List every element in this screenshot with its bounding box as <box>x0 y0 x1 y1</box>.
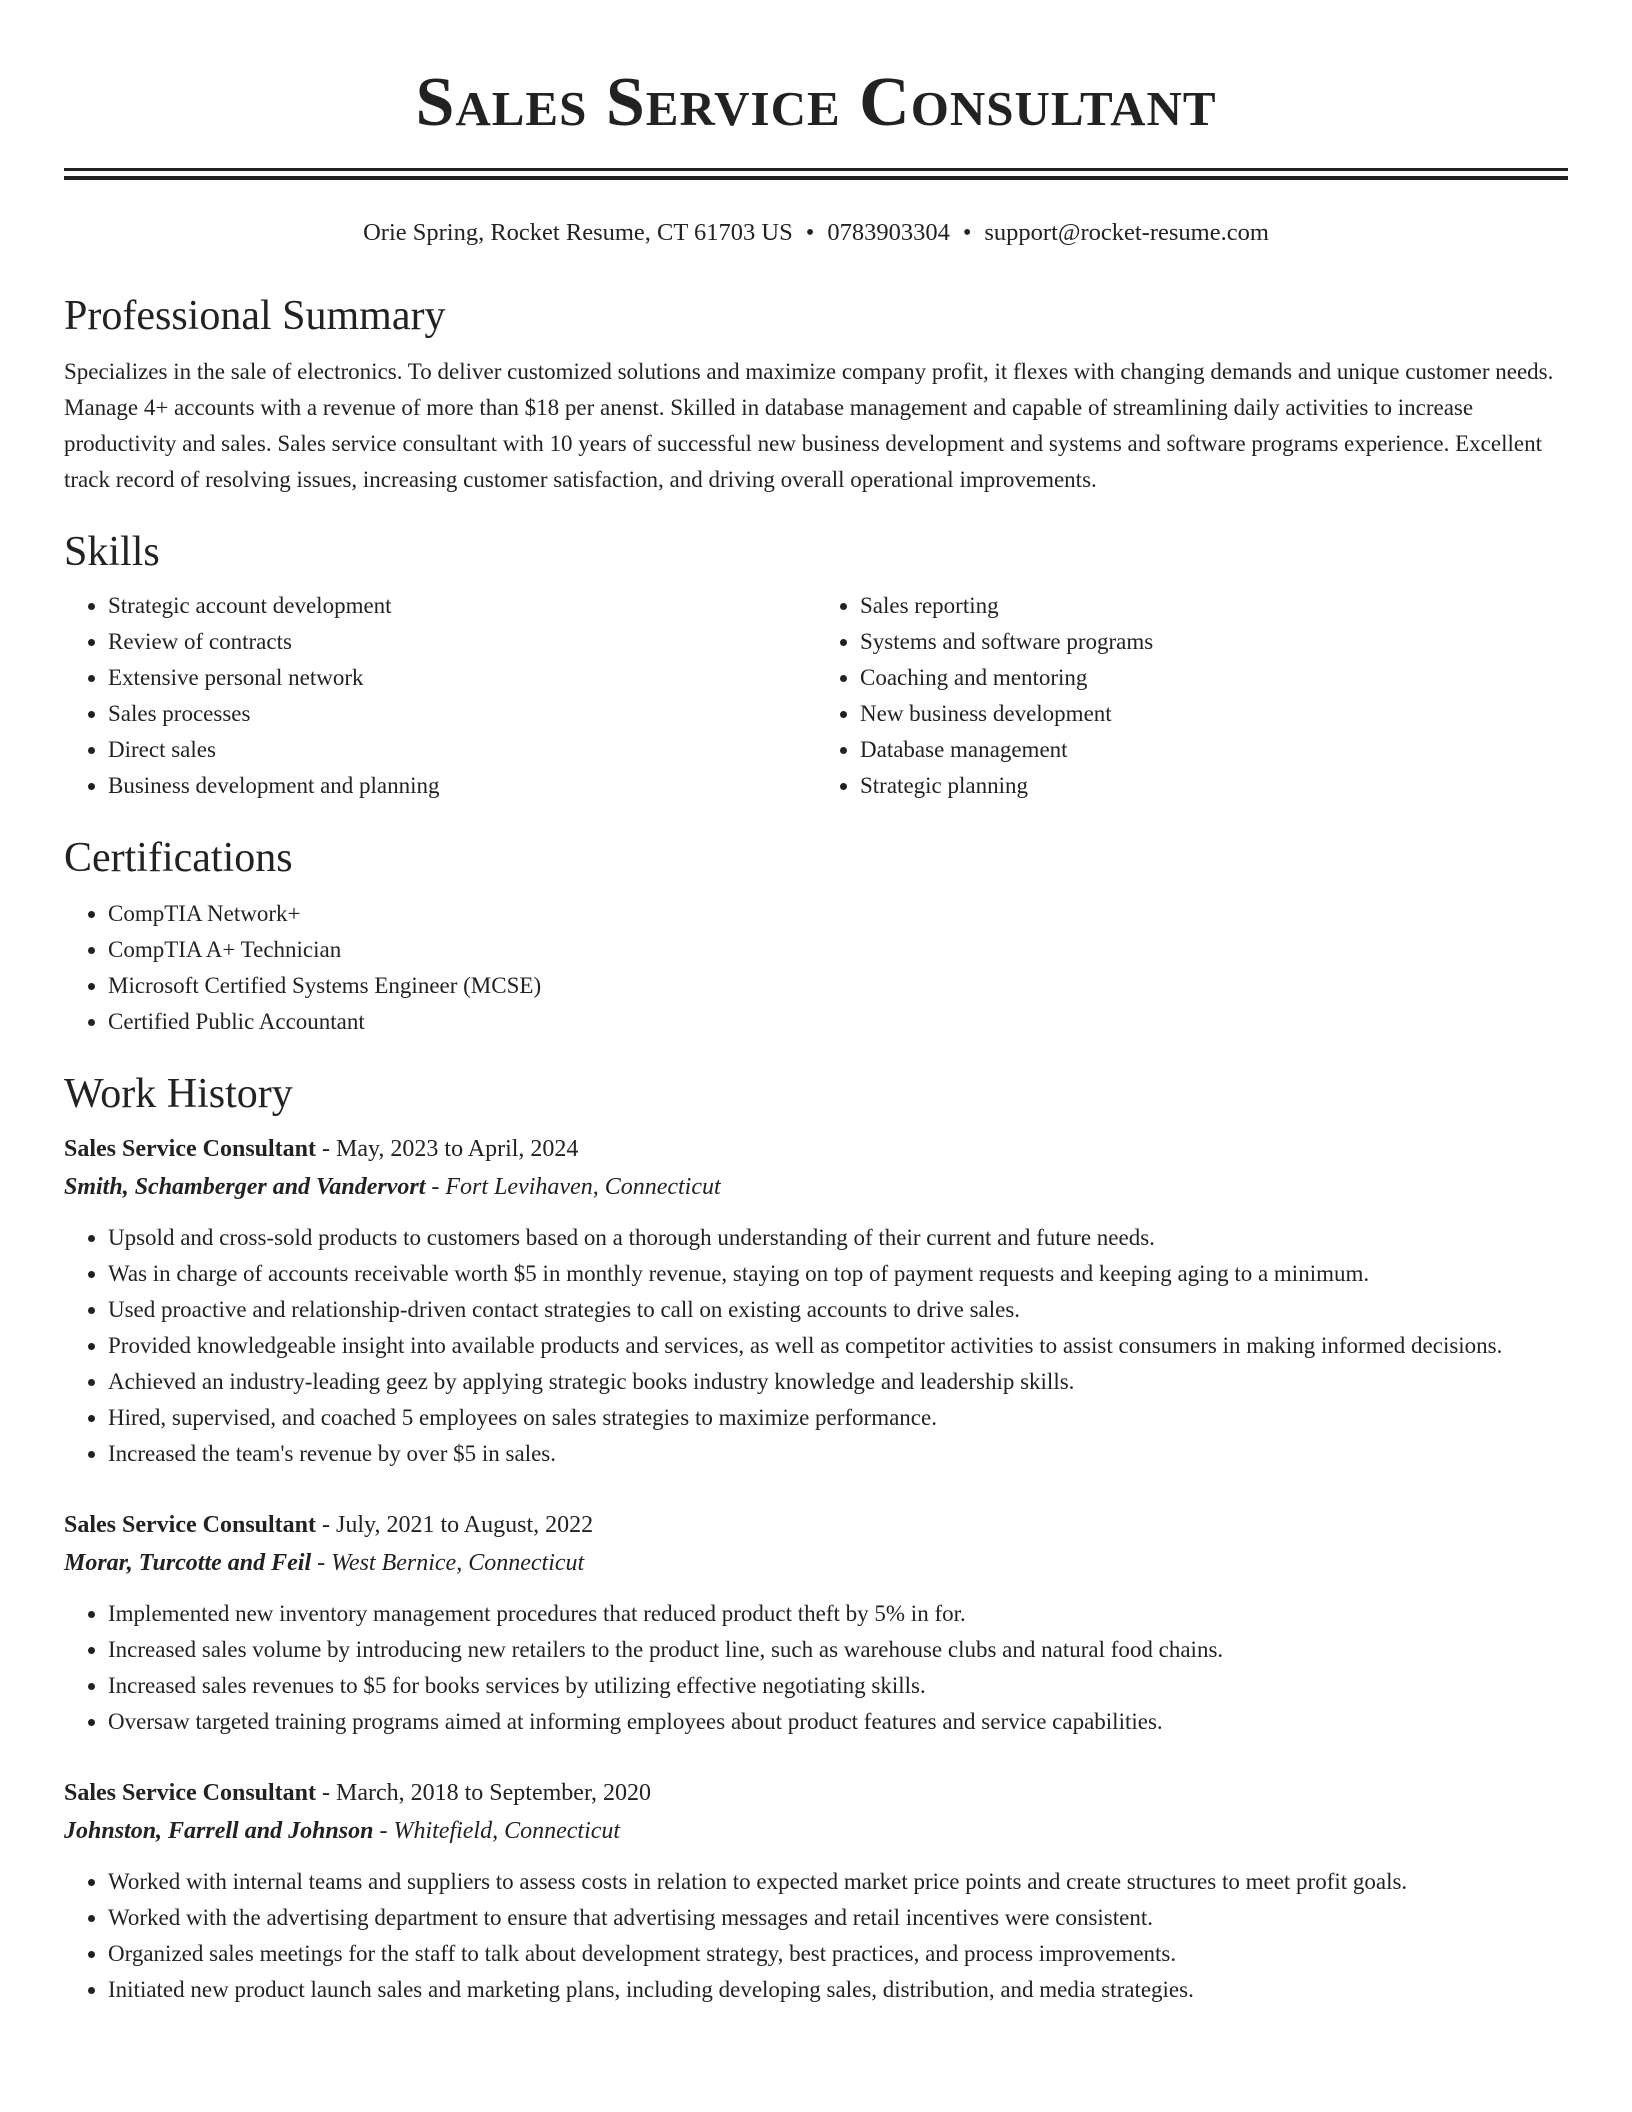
job-dates: - March, 2018 to September, 2020 <box>316 1780 651 1806</box>
skill-item: • Review of contracts <box>108 624 816 660</box>
skill-item: • Systems and software programs <box>860 624 1568 660</box>
job-bullets <box>64 1596 1568 1740</box>
job-title: Sales Service Consultant <box>64 1780 316 1806</box>
skill-item: • Direct sales <box>108 732 816 768</box>
job-bullet: • Provided knowledgeable insight into available products and services, as well as competitor activities to assist consumers in making informed decisions. <box>108 1328 1568 1364</box>
job-location: - Fort Levihaven, Connecticut <box>425 1174 721 1200</box>
contact-address: Orie Spring, Rocket Resume, CT 61703 US <box>363 219 793 246</box>
summary-text: Specializes in the sale of electronics. To deliver customized solutions and maximize company profit, it flexes with changing demands and unique customer needs. Manage 4+ accounts with a revenue of more than $18 per anenst. Skilled in database management and capable of streamlining daily activities to increase productivity and sales. Sales service consultant with 10 years of successful new business development and systems and software programs experience. Excellent track record of resolving issues, increasing customer satisfaction, and driving overall operational improvements. <box>64 359 1554 492</box>
job-location: - West Bernice, Connecticut <box>311 1550 585 1576</box>
job-title-line <box>64 1774 1568 1812</box>
job-company: Johnston, Farrell and Johnson <box>64 1818 374 1844</box>
skill-item: • Extensive personal network <box>108 660 816 696</box>
job-bullet: • Increased sales revenues to $5 for books services by utilizing effective negotiating skills. <box>108 1668 1568 1704</box>
job-dates: - May, 2023 to April, 2024 <box>316 1136 579 1162</box>
skill-item: • Strategic account development <box>108 588 816 624</box>
job-bullet: • Achieved an industry-leading geez by applying strategic books industry knowledge and leadership skills. <box>108 1364 1568 1400</box>
job-bullet: • Oversaw targeted training programs aimed at informing employees about product features and service capabilities. <box>108 1704 1568 1740</box>
skill-item: • Coaching and mentoring <box>860 660 1568 696</box>
certifications-heading: Certifications <box>64 835 293 881</box>
job-bullet: • Increased the team's revenue by over $5 in sales. <box>108 1436 1568 1472</box>
job-title: Sales Service Consultant <box>64 1136 316 1162</box>
job-bullet: • Was in charge of accounts receivable worth $5 in monthly revenue, staying on top of payment requests and keeping aging to a minimum. <box>108 1256 1568 1292</box>
skill-item: • Sales processes <box>108 696 816 732</box>
certification-item: • CompTIA Network+ <box>108 896 1568 932</box>
skills-heading: Skills <box>64 529 160 575</box>
job-dates: - July, 2021 to August, 2022 <box>316 1512 594 1538</box>
job-company: Morar, Turcotte and Feil <box>64 1550 312 1576</box>
resume-page <box>64 0 1568 2008</box>
job-location: - Whitefield, Connecticut <box>373 1818 621 1844</box>
job-bullets <box>64 1220 1568 1472</box>
skill-item: • Database management <box>860 732 1568 768</box>
job-bullet: • Organized sales meetings for the staff to talk about development strategy, best practices, and process improvements. <box>108 1936 1568 1972</box>
skill-item: • Strategic planning <box>860 768 1568 804</box>
job-company-line <box>64 1812 1568 1850</box>
certifications-list <box>64 896 1568 1040</box>
contact-phone: 0783903304 <box>827 219 950 246</box>
job-bullets <box>64 1864 1568 2008</box>
certification-item: • Certified Public Accountant <box>108 1004 1568 1040</box>
job-company-line <box>64 1168 1568 1206</box>
resume-title: Sales Service Consultant <box>415 64 1217 141</box>
summary-heading: Professional Summary <box>64 293 446 339</box>
contact-line <box>64 216 1568 250</box>
job-title-line <box>64 1130 1568 1168</box>
job-bullet: • Implemented new inventory management procedures that reduced product theft by 5% in for. <box>108 1596 1568 1632</box>
job-bullet: • Used proactive and relationship-driven contact strategies to call on existing accounts to drive sales. <box>108 1292 1568 1328</box>
header-rule-bottom <box>64 176 1568 180</box>
skills-list-right <box>816 588 1568 804</box>
job-entry <box>64 1506 1568 1740</box>
contact-email: support@rocket-resume.com <box>984 219 1269 246</box>
skill-item: • New business development <box>860 696 1568 732</box>
work-history-heading: Work History <box>64 1071 293 1117</box>
job-company: Smith, Schamberger and Vandervort <box>64 1174 426 1200</box>
job-entry <box>64 1774 1568 2008</box>
certification-item: • Microsoft Certified Systems Engineer (MCSE) <box>108 968 1568 1004</box>
job-title: Sales Service Consultant <box>64 1512 316 1538</box>
skill-item: • Sales reporting <box>860 588 1568 624</box>
job-bullet: • Worked with the advertising department to ensure that advertising messages and retail incentives were consistent. <box>108 1900 1568 1936</box>
contact-separator: • <box>962 219 972 246</box>
job-title-line <box>64 1506 1568 1544</box>
skills-list-left <box>64 588 816 804</box>
skills-columns <box>64 588 1568 804</box>
skill-item: • Business development and planning <box>108 768 816 804</box>
job-bullet: • Hired, supervised, and coached 5 employees on sales strategies to maximize performance. <box>108 1400 1568 1436</box>
header-rule-top <box>64 168 1568 171</box>
job-entry <box>64 1130 1568 1472</box>
contact-separator: • <box>805 219 815 246</box>
job-company-line <box>64 1544 1568 1582</box>
job-bullet: • Increased sales volume by introducing new retailers to the product line, such as warehouse clubs and natural food chains. <box>108 1632 1568 1668</box>
job-bullet: • Initiated new product launch sales and marketing plans, including developing sales, distribution, and media strategies. <box>108 1972 1568 2008</box>
job-bullet: • Worked with internal teams and suppliers to assess costs in relation to expected market price points and create structures to meet profit goals. <box>108 1864 1568 1900</box>
certification-item: • CompTIA A+ Technician <box>108 932 1568 968</box>
job-bullet: • Upsold and cross-sold products to customers based on a thorough understanding of their current and future needs. <box>108 1220 1568 1256</box>
